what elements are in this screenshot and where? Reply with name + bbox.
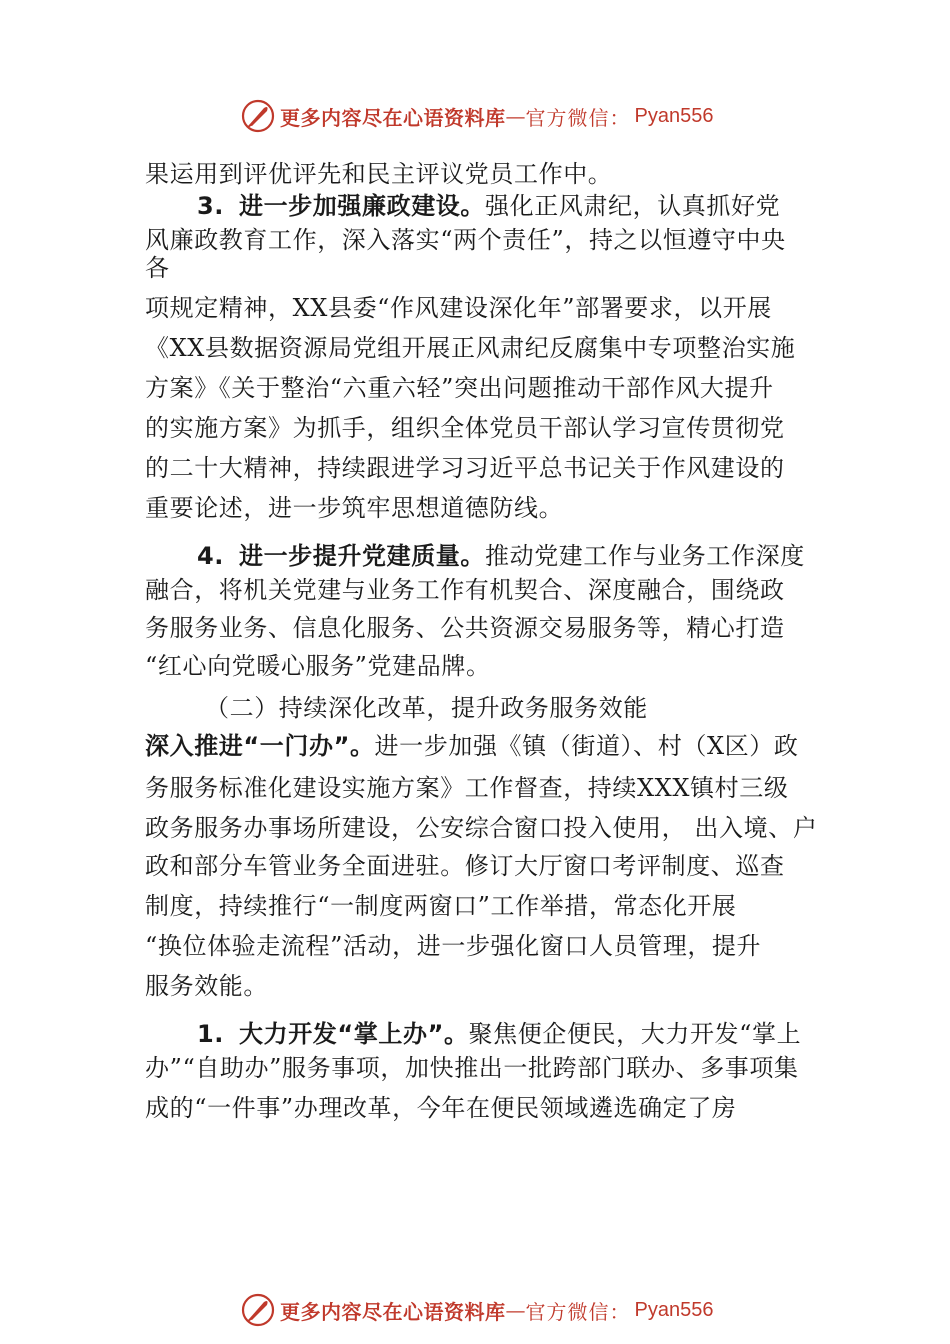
header-watermark-banner — [240, 96, 760, 136]
banner-wechat-id: Pyan556 — [634, 1298, 714, 1321]
item-heading: 进一步提升党建质量。 — [239, 542, 485, 570]
item-heading: 进一步加强廉政建设。 — [239, 192, 485, 220]
banner-dash: — — [505, 104, 526, 128]
paragraph-text: 进一步加强《镇（街道）、村（X区）政 — [374, 732, 799, 760]
item-heading: 深入推进“一门办”。 — [145, 732, 375, 760]
paragraph-line: 方案》《关于整治“六重六轻”突出问题推动干部作风大提升 — [145, 374, 774, 402]
paragraph-line: 务服务标准化建设实施方案》工作督查，持续XXX镇村三级 — [145, 774, 789, 802]
paragraph-line: 的二十大精神，持续跟进学习习近平总书记关于作风建设的 — [145, 454, 785, 482]
banner-official-label: 官方微信： — [525, 1299, 631, 1324]
section-3-heading-line — [197, 190, 780, 222]
section-subheading: （二）持续深化改革，提升政务服务效能 — [205, 694, 648, 722]
paragraph-line: 制度，持续推行“一制度两窗口”工作举措，常态化开展 — [145, 892, 737, 920]
banner-wechat-id: Pyan556 — [634, 104, 714, 127]
paragraph-line: 务服务业务、信息化服务、公共资源交易服务等，精心打造 — [145, 614, 785, 642]
paragraph-line: 风廉政教育工作，深入落实“两个责任”，持之以恒遵守中央 — [145, 226, 786, 254]
footer-watermark-banner — [240, 1290, 760, 1330]
banner-site-text: 更多内容尽在心语资料库 — [280, 105, 506, 130]
paragraph-line: 各 — [145, 254, 170, 282]
item-number: 1. — [197, 1020, 225, 1048]
paragraph-line: 服务效能。 — [145, 972, 268, 1000]
banner-site-text: 更多内容尽在心语资料库 — [280, 1299, 506, 1324]
paragraph-line: 成的“一件事”办理改革，今年在便民领域遴选确定了房 — [145, 1094, 737, 1122]
paragraph-line: “换位体验走流程”活动，进一步强化窗口人员管理，提升 — [145, 932, 762, 960]
item-heading: 大力开发“掌上办”。 — [239, 1020, 469, 1048]
paragraph-line: 的实施方案》为抓手，组织全体党员干部认学习宣传贯彻党 — [145, 414, 785, 442]
paragraph-text: 强化正风肃纪，认真抓好党 — [485, 192, 781, 220]
paragraph-line: 政务服务办事场所建设，公安综合窗口投入使用， 出入境、户 — [145, 814, 818, 842]
quill-pen-icon — [240, 1292, 276, 1328]
quill-pen-icon — [240, 98, 276, 134]
banner-official-label: 官方微信： — [525, 105, 631, 130]
paragraph-line: “红心向党暖心服务”党建品牌。 — [145, 652, 491, 680]
paragraph-text: 聚焦便企便民，大力开发“掌上 — [468, 1020, 802, 1048]
item-number: 3. — [197, 192, 225, 220]
paragraph-line: 项规定精神，XX县委“作风建设深化年”部署要求，以开展 — [145, 294, 772, 322]
paragraph-line: 融合，将机关党建与业务工作有机契合、深度融合，围绕政 — [145, 576, 785, 604]
section-4-heading-line — [197, 540, 805, 572]
paragraph-line: 《XX县数据资源局党组开展正风肃纪反腐集中专项整治实施 — [145, 334, 796, 362]
banner-dash: — — [505, 1298, 526, 1322]
item-number: 4. — [197, 542, 225, 570]
paragraph-line: 果运用到评优评先和民主评议党员工作中。 — [145, 160, 613, 188]
paragraph-text: 推动党建工作与业务工作深度 — [485, 542, 805, 570]
paragraph-line: 重要论述，进一步筑牢思想道德防线。 — [145, 494, 564, 522]
paragraph-line: 政和部分车管业务全面进驻。修订大厅窗口考评制度、巡查 — [145, 852, 785, 880]
section-1-heading-line — [197, 1018, 801, 1050]
paragraph-line: 办”“自助办”服务事项，加快推出一批跨部门联办、多事项集 — [145, 1054, 799, 1082]
subsection-heading-line — [145, 730, 798, 762]
